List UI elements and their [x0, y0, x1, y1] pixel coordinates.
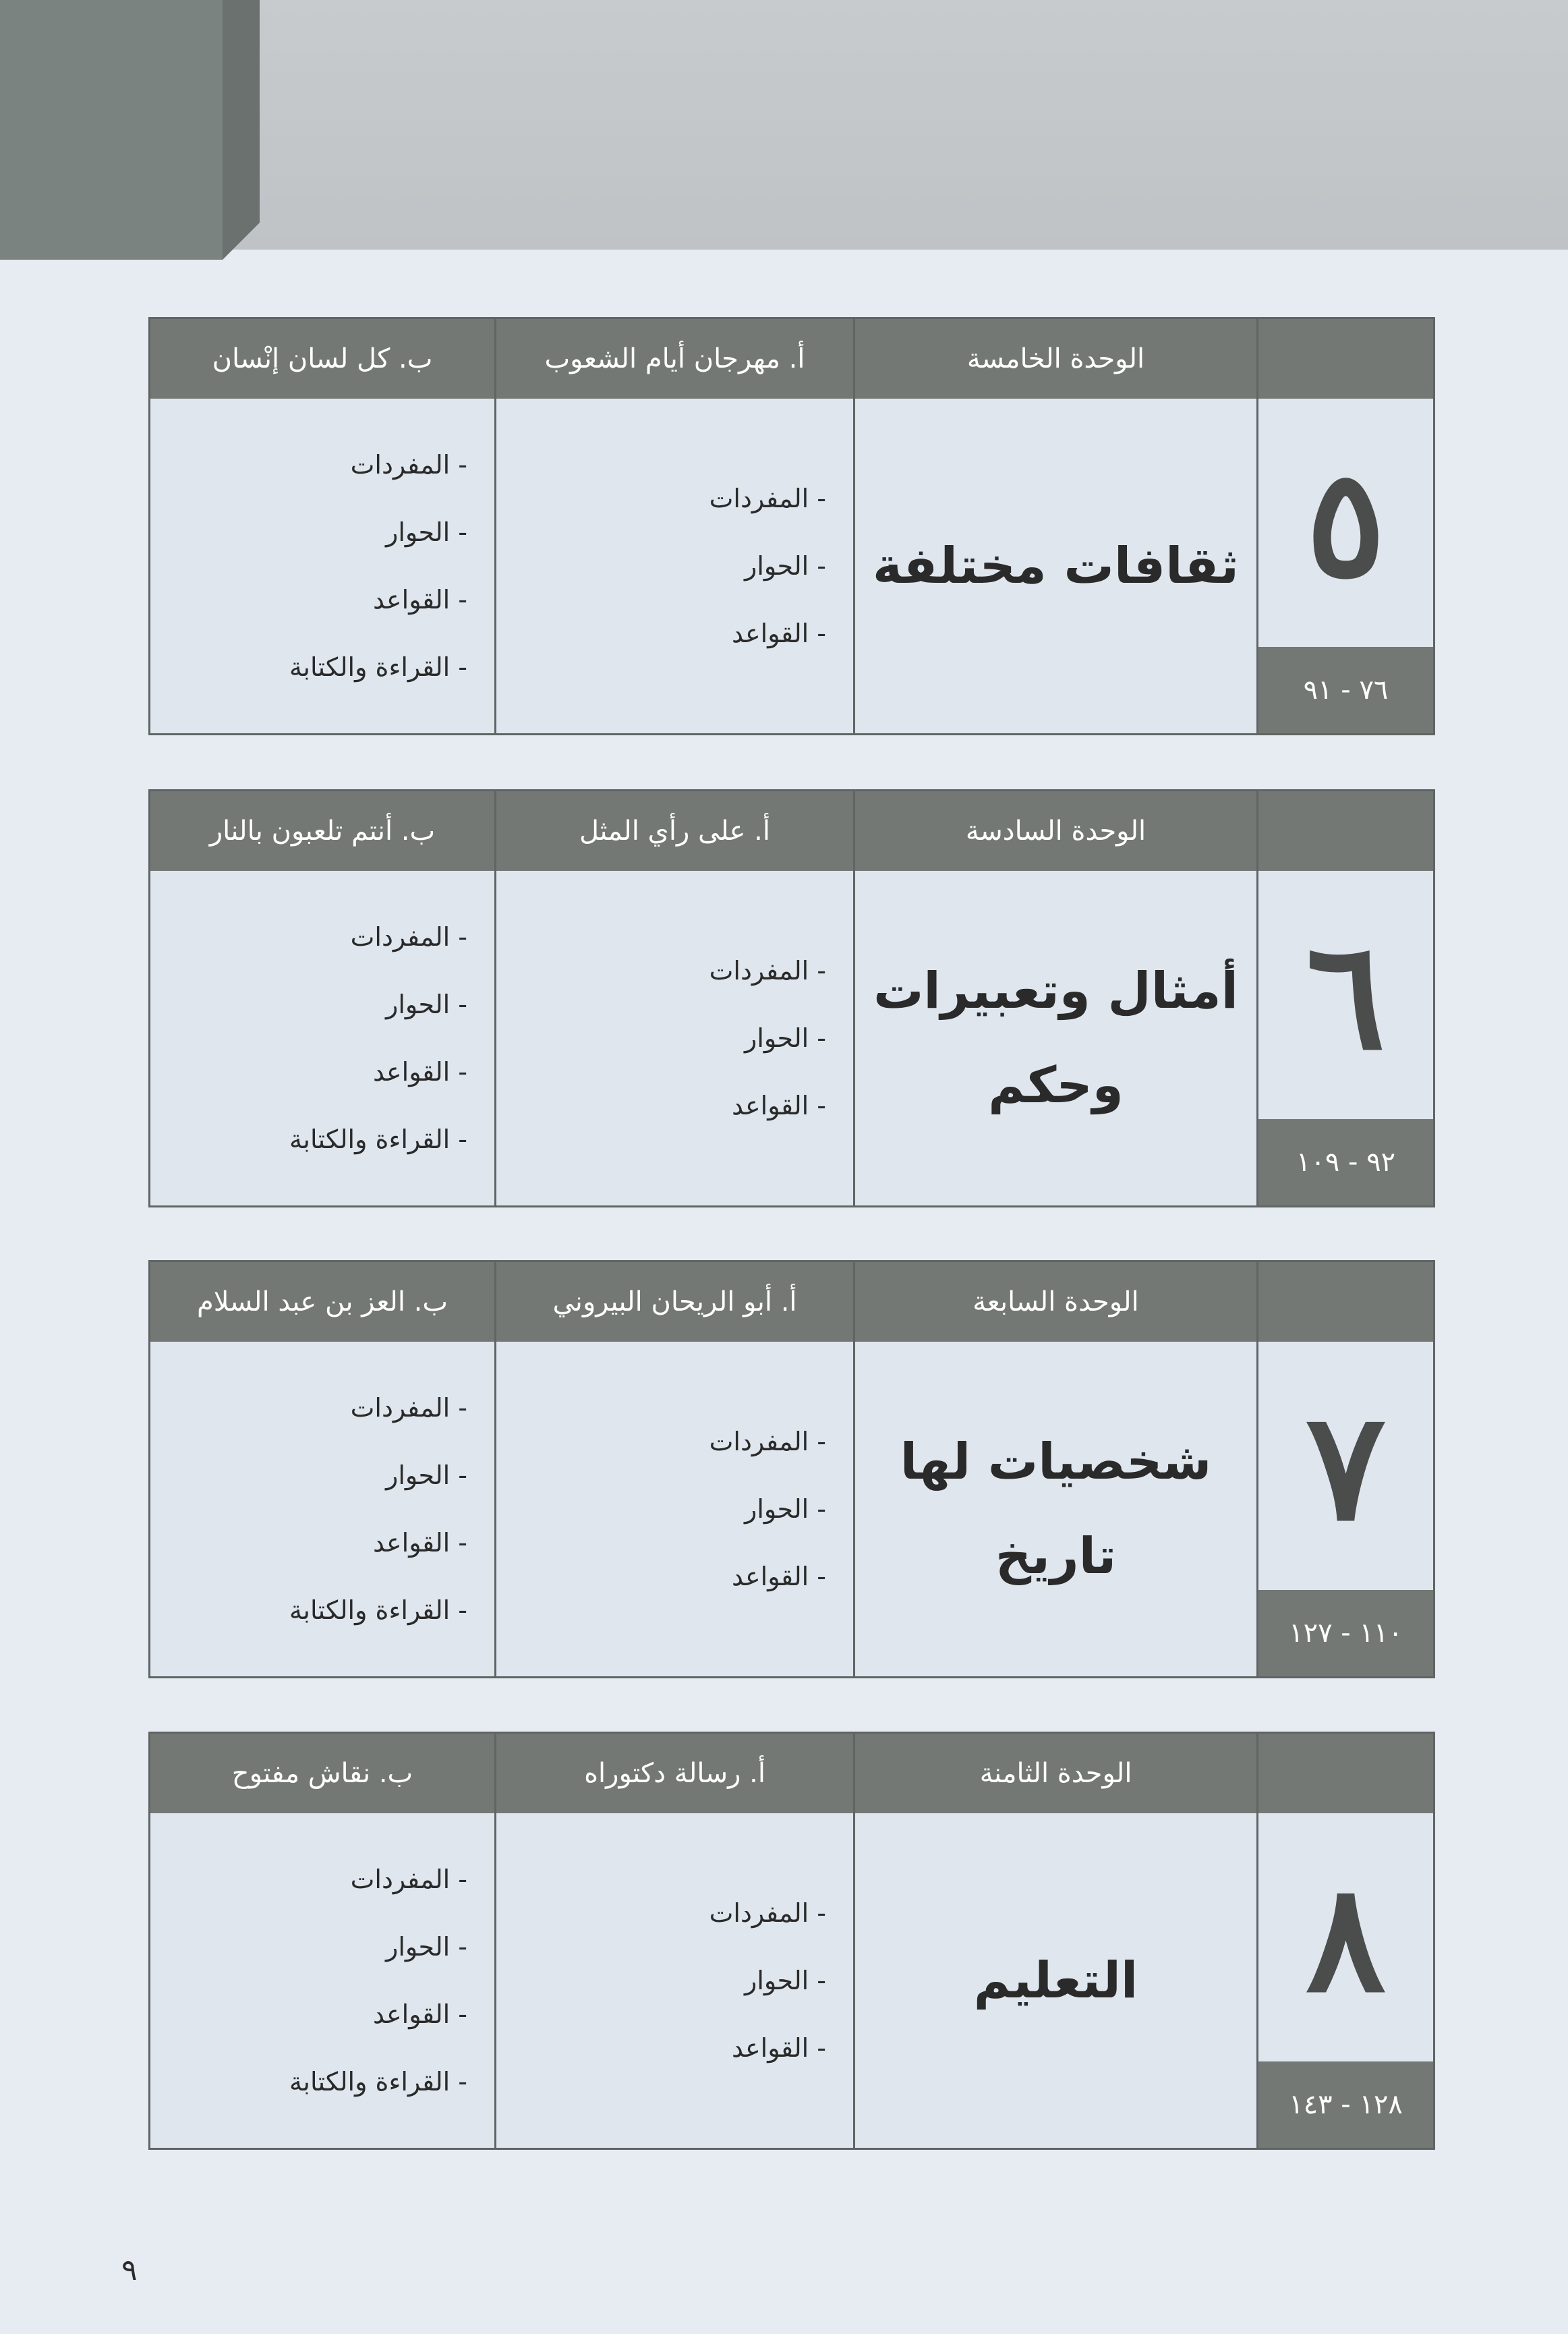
unit-topic: أمثال وتعبيرات وحكم — [853, 871, 1256, 1205]
unit-number: ٥ — [1306, 435, 1386, 610]
unit-table-5 — [148, 317, 1435, 735]
list-item: - الحوار — [386, 1932, 467, 1962]
list-item: - القواعد — [732, 619, 826, 648]
lesson-b-contents — [150, 871, 494, 1205]
unit-title: الوحدة الثامنة — [853, 1734, 1256, 1813]
list-item: - القواعد — [373, 585, 467, 615]
list-item: - القواعد — [732, 2033, 826, 2063]
unit-number-column — [1256, 871, 1433, 1205]
list-item: - المفردات — [709, 1427, 826, 1456]
header-blank-cell — [1256, 1262, 1433, 1342]
page-range: ١٢٨ - ١٤٣ — [1258, 2061, 1433, 2148]
lesson-a-contents — [494, 1813, 853, 2148]
list-item: - الحوار — [745, 1494, 826, 1524]
lesson-a-contents — [494, 399, 853, 733]
list-item: - الحوار — [386, 1460, 467, 1490]
lesson-b-title: ب. كل لسان إنْسان — [150, 319, 494, 399]
lesson-b-contents — [150, 399, 494, 733]
lesson-b-title: ب. أنتم تلعبون بالنار — [150, 791, 494, 871]
header-blank-cell — [1256, 1734, 1433, 1813]
list-item: - الحوار — [745, 1966, 826, 1995]
corner-tab — [0, 0, 260, 260]
unit-title: الوحدة السابعة — [853, 1262, 1256, 1342]
list-item: - المفردات — [709, 956, 826, 986]
list-item: - المفردات — [350, 1865, 467, 1894]
list-item: - الحوار — [386, 990, 467, 1019]
unit-topic: ثقافات مختلفة — [853, 399, 1256, 733]
page-range: ١١٠ - ١٢٧ — [1258, 1590, 1433, 1676]
list-item: - الحوار — [386, 517, 467, 547]
unit-table-6 — [148, 789, 1435, 1207]
lesson-a-title: أ. أبو الريحان البيروني — [494, 1262, 853, 1342]
unit-title: الوحدة الخامسة — [853, 319, 1256, 399]
list-item: - القراءة والكتابة — [289, 1595, 467, 1625]
unit-title: الوحدة السادسة — [853, 791, 1256, 871]
list-item: - القراءة والكتابة — [289, 652, 467, 682]
list-item: - المفردات — [350, 1393, 467, 1423]
unit-number-column — [1256, 1813, 1433, 2148]
header-blank-cell — [1256, 791, 1433, 871]
list-item: - الحوار — [745, 1023, 826, 1053]
lesson-a-contents — [494, 871, 853, 1205]
unit-number: ٨ — [1306, 1850, 1386, 2025]
page-range: ٧٦ - ٩١ — [1258, 647, 1433, 733]
header-blank-cell — [1256, 319, 1433, 399]
lesson-a-contents — [494, 1342, 853, 1676]
list-item: - القواعد — [373, 1999, 467, 2029]
list-item: - القواعد — [373, 1528, 467, 1558]
lesson-a-title: أ. رسالة دكتوراه — [494, 1734, 853, 1813]
list-item: - القواعد — [373, 1057, 467, 1087]
unit-number: ٦ — [1306, 907, 1386, 1083]
page-range: ٩٢ - ١٠٩ — [1258, 1119, 1433, 1205]
list-item: - المفردات — [350, 450, 467, 480]
unit-number-column — [1256, 399, 1433, 733]
list-item: - القواعد — [732, 1091, 826, 1120]
lesson-b-title: ب. العز بن عبد السلام — [150, 1262, 494, 1342]
list-item: - المفردات — [350, 922, 467, 952]
unit-table-7 — [148, 1260, 1435, 1678]
lesson-a-title: أ. على رأي المثل — [494, 791, 853, 871]
unit-table-8 — [148, 1732, 1435, 2150]
list-item: - المفردات — [709, 1898, 826, 1928]
unit-topic: التعليم — [853, 1813, 1256, 2148]
list-item: - القواعد — [732, 1562, 826, 1591]
list-item: - المفردات — [709, 484, 826, 513]
list-item: - الحوار — [745, 551, 826, 581]
lesson-b-title: ب. نقاش مفتوح — [150, 1734, 494, 1813]
page-number: ٩ — [121, 2253, 138, 2287]
corner-tab-edge — [223, 0, 260, 260]
list-item: - القراءة والكتابة — [289, 2067, 467, 2097]
unit-number-column — [1256, 1342, 1433, 1676]
unit-number: ٧ — [1306, 1378, 1386, 1554]
lesson-a-title: أ. مهرجان أيام الشعوب — [494, 319, 853, 399]
lesson-b-contents — [150, 1813, 494, 2148]
unit-topic: شخصيات لها تاريخ — [853, 1342, 1256, 1676]
list-item: - القراءة والكتابة — [289, 1125, 467, 1154]
lesson-b-contents — [150, 1342, 494, 1676]
